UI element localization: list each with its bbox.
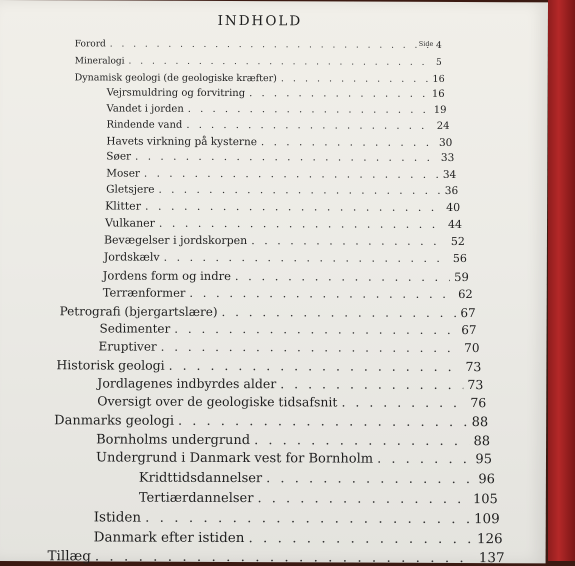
toc-entry-title: Danmarks geologi bbox=[54, 413, 175, 429]
toc-entry bbox=[96, 450, 492, 467]
toc-entry-title: Jordskælv bbox=[103, 250, 160, 264]
toc-entry bbox=[94, 529, 503, 547]
toc-entry-page: 5 bbox=[435, 57, 442, 68]
toc-entry-title: Istiden bbox=[93, 509, 142, 526]
dot-leader bbox=[257, 491, 469, 507]
dot-leader bbox=[158, 184, 440, 197]
toc-entry bbox=[56, 357, 481, 374]
toc-entry bbox=[106, 167, 456, 181]
toc-entry-title: Undergrund i Danmark vest for Bornholm bbox=[95, 450, 374, 467]
toc-entry bbox=[97, 375, 483, 392]
toc-entry bbox=[96, 432, 490, 449]
toc-entry-title: Forord bbox=[74, 39, 106, 50]
dot-leader bbox=[129, 57, 432, 68]
dot-leader bbox=[341, 394, 466, 410]
toc-entry-title: Jordens form og indre bbox=[102, 268, 231, 284]
page-title: INDHOLD bbox=[217, 12, 303, 30]
toc-entry-page: 67 bbox=[460, 306, 476, 321]
toc-entry-title: Oversigt over de geologiske tidsafsnit bbox=[97, 393, 338, 410]
toc-entry-title: Tertiærdannelser bbox=[138, 490, 254, 507]
toc-entry-page: 109 bbox=[473, 511, 500, 528]
toc-entry-page: 52 bbox=[450, 234, 465, 249]
dot-leader bbox=[261, 136, 435, 149]
toc-entry-page: 73 bbox=[467, 377, 484, 393]
dot-leader bbox=[235, 269, 450, 284]
dot-leader bbox=[249, 88, 428, 100]
toc-entry bbox=[103, 268, 469, 284]
toc-entry bbox=[106, 119, 449, 131]
toc-entry-page: 88 bbox=[473, 434, 491, 450]
toc-entry-page: 88 bbox=[471, 415, 489, 431]
dot-leader bbox=[377, 452, 471, 467]
dot-leader bbox=[189, 286, 454, 301]
toc-entry-title: Vejrsmuldring og forvitring bbox=[106, 87, 246, 100]
toc-entry-page: 24 bbox=[436, 120, 450, 132]
dot-leader bbox=[188, 104, 430, 116]
toc-entry-title: Bevægelser i jordskorpen bbox=[103, 233, 248, 248]
dot-leader bbox=[251, 234, 447, 248]
toc-entry-title: Gletsjere bbox=[106, 183, 155, 196]
dot-leader bbox=[161, 340, 461, 355]
toc-entry bbox=[75, 72, 445, 85]
toc-entry-title: Søer bbox=[106, 150, 132, 163]
toc-entry bbox=[139, 491, 498, 508]
toc-entry-page: 70 bbox=[464, 341, 480, 356]
toc-entry-page: 16 bbox=[431, 88, 445, 100]
toc-entry-title: Mineralogi bbox=[74, 56, 125, 67]
toc-entry bbox=[139, 471, 495, 488]
toc-entry-title: Terrænformer bbox=[102, 285, 186, 300]
toc-entry-title: Havets virkning på kysterne bbox=[106, 135, 257, 149]
toc-entry bbox=[100, 321, 477, 337]
toc-entry bbox=[98, 339, 479, 355]
toc-entry-page: 76 bbox=[470, 395, 487, 411]
toc-entry-page: 137 bbox=[478, 550, 505, 566]
dot-leader bbox=[110, 39, 432, 50]
toc-entry bbox=[104, 250, 467, 265]
toc-entry-page: 59 bbox=[454, 269, 469, 285]
dot-leader bbox=[281, 73, 429, 85]
page-column-label: Side bbox=[418, 39, 434, 48]
toc-entry-page: 95 bbox=[475, 452, 493, 468]
toc-entry-page: 62 bbox=[458, 287, 473, 302]
dot-leader bbox=[248, 530, 472, 547]
toc-entry-page: 40 bbox=[446, 200, 461, 215]
toc-entry-title: Sedimenter bbox=[99, 321, 171, 336]
dot-leader bbox=[135, 151, 437, 164]
toc-entry bbox=[97, 393, 486, 410]
toc-entry-page: 67 bbox=[461, 323, 477, 338]
dot-leader bbox=[169, 358, 462, 374]
dot-leader bbox=[159, 217, 444, 231]
dot-leader bbox=[178, 414, 468, 430]
dot-leader bbox=[164, 251, 449, 265]
toc-entry bbox=[75, 39, 442, 51]
toc-entry-page: 44 bbox=[447, 217, 463, 232]
toc-entry-title: Klitter bbox=[105, 199, 142, 213]
toc-entry bbox=[103, 285, 473, 301]
dot-leader bbox=[145, 510, 470, 527]
toc-entry-page: 30 bbox=[438, 136, 453, 149]
toc-entry-page: 126 bbox=[476, 531, 503, 548]
dot-leader bbox=[266, 471, 474, 487]
toc-entry-title: Historisk geologi bbox=[56, 357, 165, 373]
toc-entry-page: 4 bbox=[436, 40, 442, 51]
dot-leader bbox=[280, 376, 463, 392]
toc-entry bbox=[106, 135, 452, 149]
toc-entry-page: 56 bbox=[452, 251, 467, 266]
toc-entry bbox=[48, 548, 505, 566]
toc-entry-title: Bornholms undergrund bbox=[96, 432, 251, 449]
toc-entry-page: 33 bbox=[440, 151, 455, 164]
book-cover-edge bbox=[548, 0, 575, 561]
dot-leader bbox=[145, 200, 442, 214]
toc-entry-title: Danmark efter istiden bbox=[93, 529, 245, 547]
toc-entry bbox=[75, 56, 442, 68]
toc-entry bbox=[54, 413, 488, 430]
toc-entry-title: Jordlagenes indbyrdes alder bbox=[97, 375, 277, 392]
toc-entry-title: Eruptiver bbox=[98, 339, 157, 354]
toc-entry bbox=[105, 199, 460, 214]
toc-entry bbox=[94, 509, 500, 527]
toc-entry bbox=[107, 87, 445, 99]
toc-entry-page: 36 bbox=[444, 184, 459, 198]
toc-entry-title: Moser bbox=[106, 167, 140, 180]
toc-entry-page: 19 bbox=[433, 104, 447, 116]
dot-leader bbox=[174, 322, 457, 337]
toc-entry-page: 96 bbox=[478, 472, 495, 488]
dot-leader bbox=[254, 433, 469, 449]
toc-entry-title: Kridttidsdannelser bbox=[138, 470, 263, 487]
toc-entry-title: Tillæg bbox=[47, 548, 91, 565]
toc-entry-title: Rindende vand bbox=[106, 119, 183, 131]
toc-entry bbox=[104, 233, 465, 248]
toc-entry-page: 73 bbox=[465, 359, 482, 375]
dot-leader bbox=[222, 305, 457, 320]
toc-entry-page: 34 bbox=[442, 168, 457, 181]
toc-entry-page: 105 bbox=[472, 492, 498, 508]
toc-entry bbox=[106, 150, 454, 164]
toc-entry bbox=[106, 183, 458, 197]
toc-entry-title: Vulkaner bbox=[104, 216, 155, 230]
toc-entry-page: 16 bbox=[432, 73, 445, 85]
toc-entry-title: Petrografi (bjergartslære) bbox=[59, 304, 218, 319]
toc-entry bbox=[60, 304, 476, 320]
dot-leader bbox=[144, 168, 439, 181]
toc-entry-title: Dynamisk geologi (de geologiske kræfter) bbox=[74, 72, 277, 85]
toc-entry bbox=[107, 103, 447, 115]
toc-entry bbox=[105, 216, 462, 231]
dot-leader bbox=[186, 120, 432, 132]
dot-leader bbox=[95, 548, 475, 566]
toc-entry-title: Vandet i jorden bbox=[106, 103, 184, 115]
